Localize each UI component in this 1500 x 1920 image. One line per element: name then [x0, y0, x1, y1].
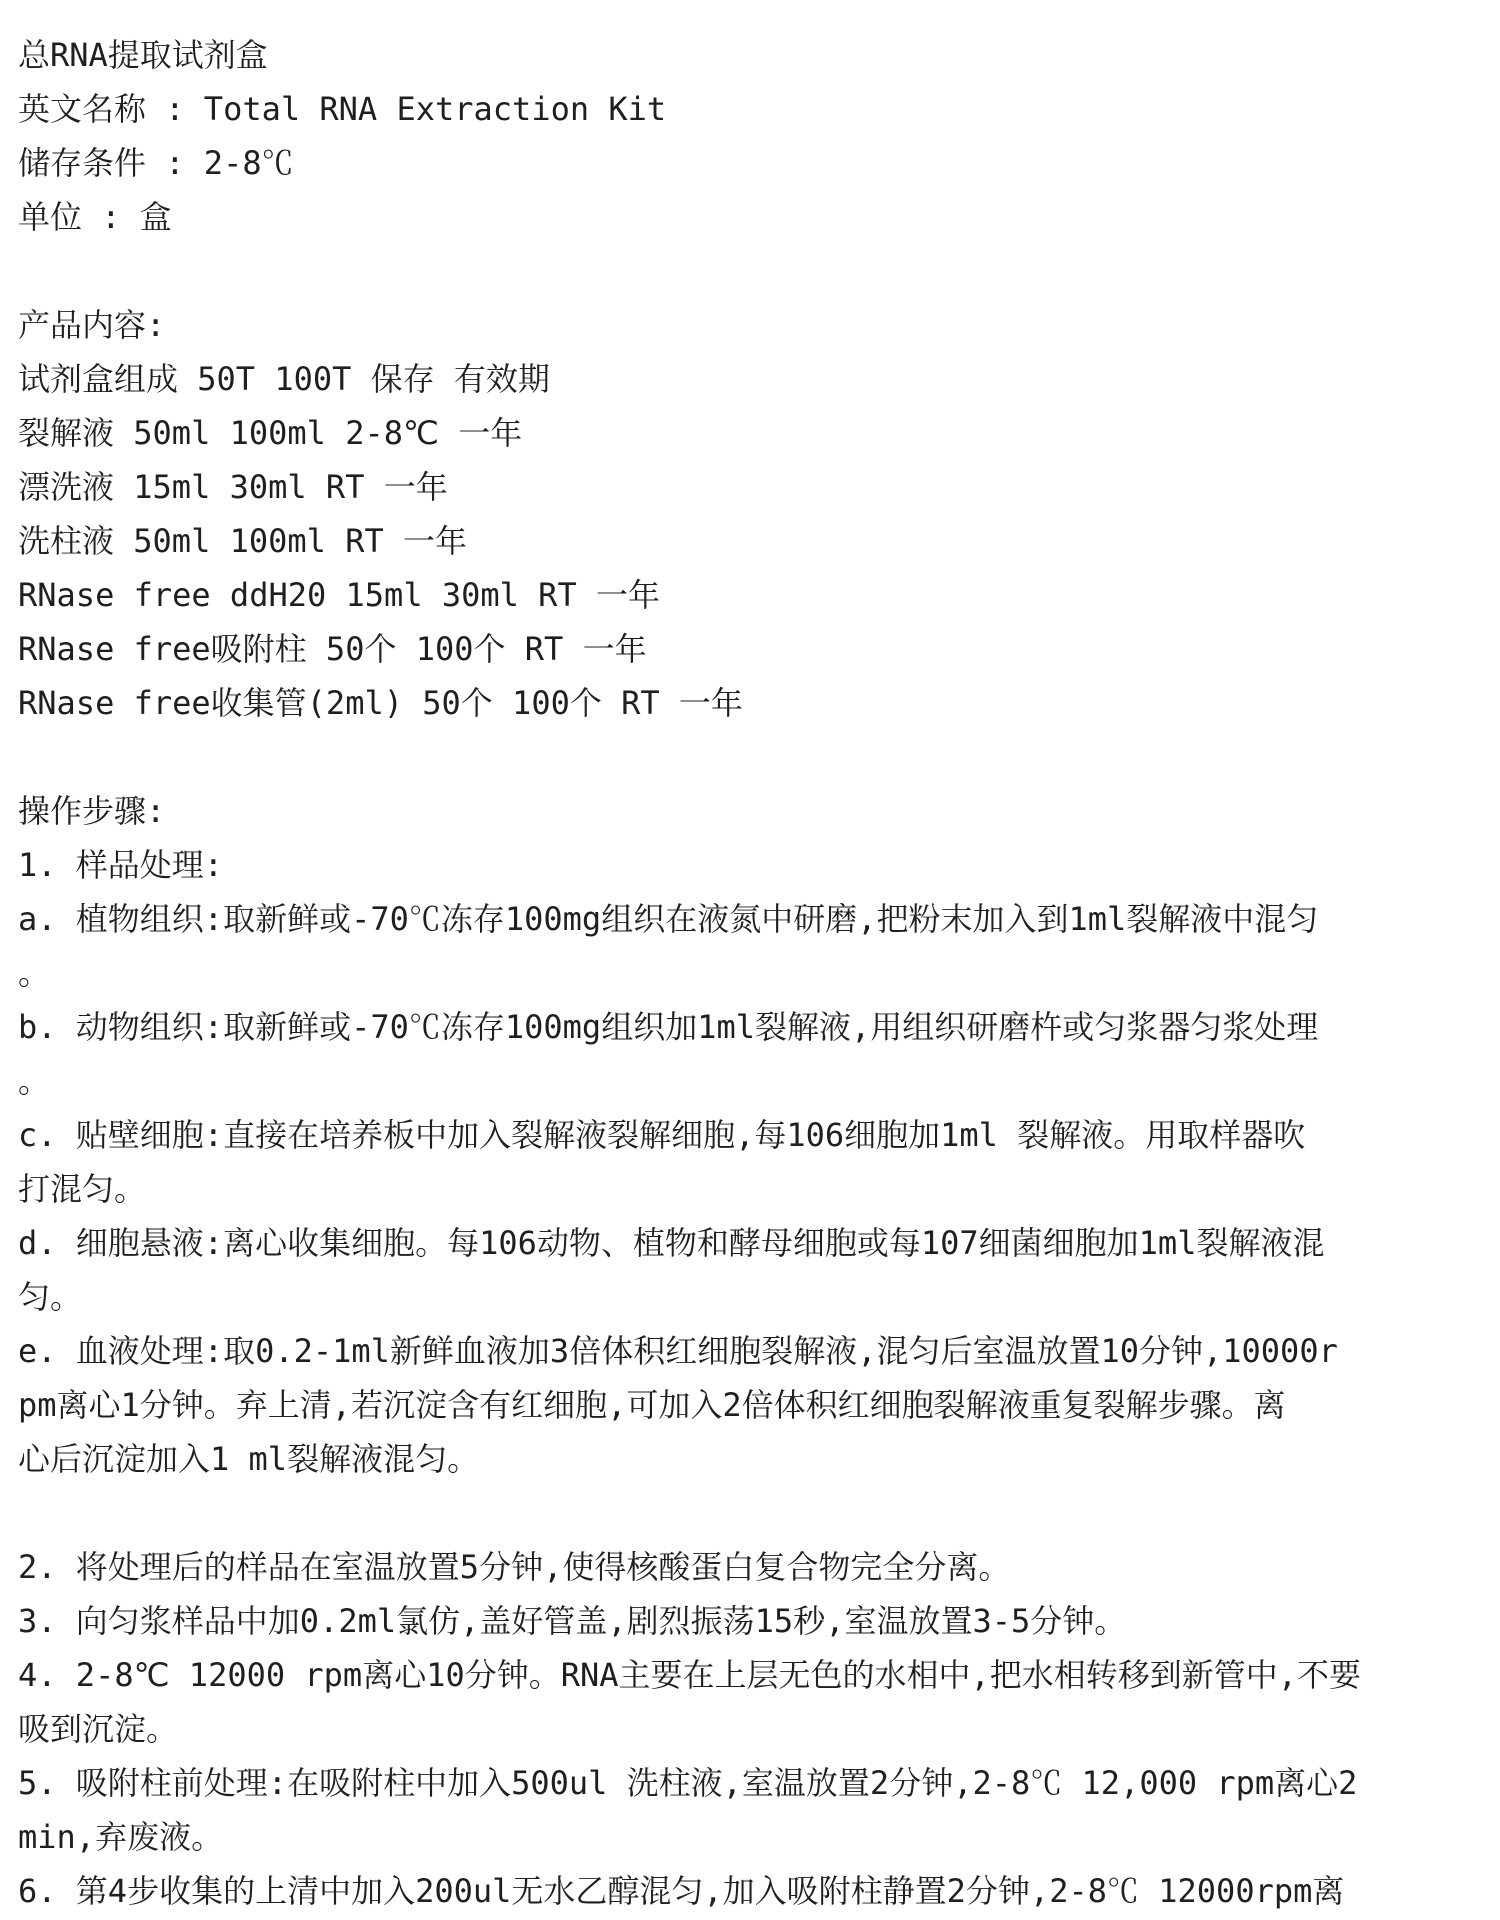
- step-line: 4. 2-8℃ 12000 rpm离心10分钟。RNA主要在上层无色的水相中,把水相转移到新管中,不要: [18, 1656, 1362, 1694]
- unit: 单位 : 盒: [18, 198, 172, 236]
- contents-row: 裂解液 50ml 100ml 2-8℃ 一年: [18, 414, 523, 452]
- document-page: [18, 28, 1482, 1918]
- contents-row: 漂洗液 15ml 30ml RT 一年: [18, 468, 448, 506]
- contents-row: 洗柱液 50ml 100ml RT 一年: [18, 522, 467, 560]
- contents-heading: 产品内容:: [18, 306, 166, 344]
- step-line: 匀。: [18, 1278, 83, 1316]
- step-line: c. 贴壁细胞:直接在培养板中加入裂解液裂解细胞,每106细胞加1ml 裂解液。用取样器吹: [18, 1116, 1306, 1154]
- english-name: 英文名称 : Total RNA Extraction Kit: [18, 90, 667, 128]
- step-line: a. 植物组织:取新鲜或-70℃冻存100mg组织在液氮中研磨,把粉末加入到1ml裂解液中混匀: [18, 900, 1319, 938]
- spacer: [18, 1486, 1482, 1540]
- contents-row: RNase free吸附柱 50个 100个 RT 一年: [18, 630, 647, 668]
- step-line: 打混匀。: [18, 1170, 147, 1208]
- steps-heading: 操作步骤:: [18, 792, 166, 830]
- step-line: 。: [18, 954, 51, 992]
- step-line: 3. 向匀浆样品中加0.2ml氯仿,盖好管盖,剧烈振荡15秒,室温放置3-5分钟。: [18, 1602, 1127, 1640]
- step-line: d. 细胞悬液:离心收集细胞。每106动物、植物和酵母细胞或每107细菌细胞加1ml裂解液混: [18, 1224, 1325, 1262]
- spacer: [18, 244, 1482, 298]
- product-title: 总RNA提取试剂盒: [18, 36, 268, 74]
- contents-row: RNase free收集管(2ml) 50个 100个 RT 一年: [18, 684, 743, 722]
- step-line: 吸到沉淀。: [18, 1710, 179, 1748]
- step-line: b. 动物组织:取新鲜或-70℃冻存100mg组织加1ml裂解液,用组织研磨杵或匀浆器匀浆处理: [18, 1008, 1319, 1046]
- contents-row: RNase free ddH20 15ml 30ml RT 一年: [18, 576, 660, 614]
- step-1-title: 1. 样品处理:: [18, 846, 224, 884]
- step-line: 6. 第4步收集的上清中加入200ul无水乙醇混匀,加入吸附柱静置2分钟,2-8℃ 12000rpm离: [18, 1872, 1345, 1910]
- step-line: 2. 将处理后的样品在室温放置5分钟,使得核酸蛋白复合物完全分离。: [18, 1548, 1011, 1586]
- spacer: [18, 730, 1482, 784]
- step-line: 5. 吸附柱前处理:在吸附柱中加入500ul 洗柱液,室温放置2分钟,2-8℃ 12,000 rpm离心2: [18, 1764, 1358, 1802]
- contents-table-header: 试剂盒组成 50T 100T 保存 有效期: [18, 360, 550, 398]
- step-line: min,弃废液。: [18, 1818, 224, 1856]
- step-line: pm离心1分钟。弃上清,若沉淀含有红细胞,可加入2倍体积红细胞裂解液重复裂解步骤。离: [18, 1386, 1286, 1424]
- step-line: 心后沉淀加入1 ml裂解液混匀。: [18, 1440, 480, 1478]
- storage-condition: 储存条件 : 2-8℃: [18, 144, 294, 182]
- step-line: 。: [18, 1062, 51, 1100]
- step-line: e. 血液处理:取0.2-1ml新鲜血液加3倍体积红细胞裂解液,混匀后室温放置10分钟,10000r: [18, 1332, 1338, 1370]
